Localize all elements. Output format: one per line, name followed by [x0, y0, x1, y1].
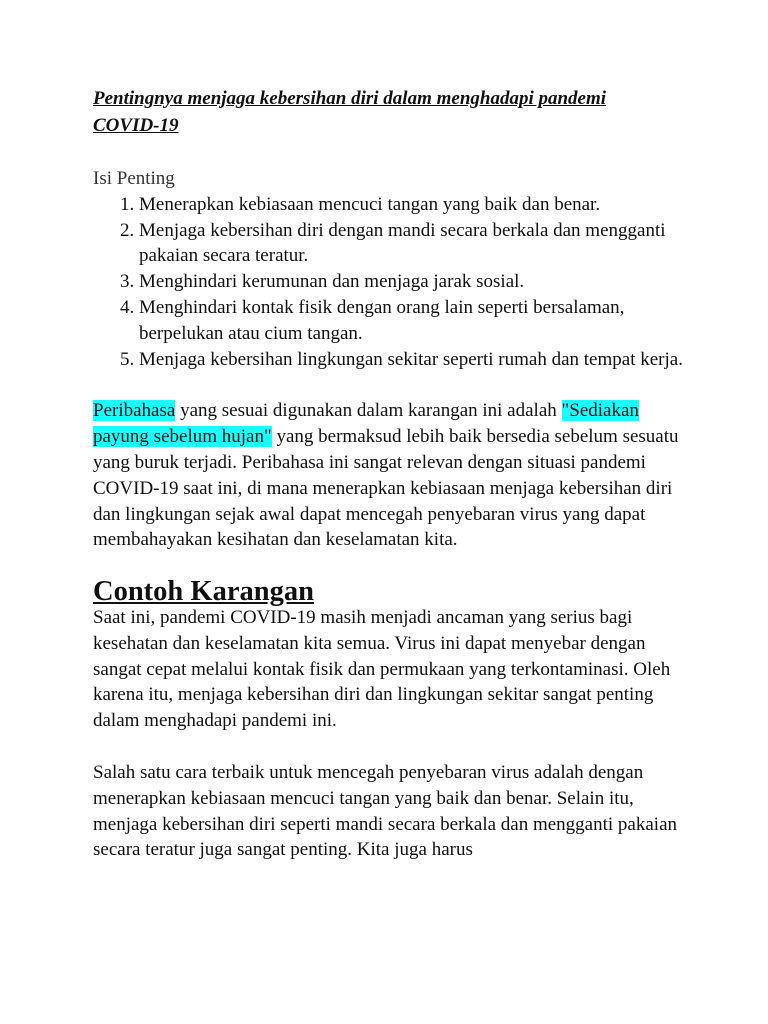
list-item: 5. Menjaga kebersihan lingkungan sekitar seperti rumah dan tempat kerja. [139, 347, 683, 373]
document-title [93, 85, 683, 139]
list-item: 3. Menghindari kerumunan dan menjaga jarak sosial. [139, 269, 683, 295]
document-page [93, 85, 683, 863]
important-points-label: Isi Penting [93, 168, 175, 189]
proverb-paragraph [93, 398, 683, 553]
example-paragraph-2: Salah satu cara terbaik untuk mencegah penyebaran virus adalah dengan menerapkan kebiasaan mencuci tangan yang baik dan benar. Selain itu, menjaga kebersihan diri seperti mandi secara berkala dan mengganti pakaian secara teratur juga sangat penting. Kita juga harus [93, 761, 677, 861]
document-title-line-2: COVID-19 [93, 115, 179, 136]
example-heading: Contoh Karangan [93, 576, 314, 608]
list-item: 1. Menerapkan kebiasaan mencuci tangan yang baik dan benar. [139, 192, 683, 218]
list-item: 2. Menjaga kebersihan diri dengan mandi secara berkala dan mengganti pakaian secara teratur. [139, 218, 683, 270]
highlighted-word: Peribahasa [93, 400, 176, 422]
proverb-text-b: yang bermaksud lebih baik bersedia sebelum sesuatu yang buruk terjadi. Peribahasa ini sangat relevan dengan situasi pandemi COVID-19 saat ini, di mana menerapkan kebiasaan menjaga kebersihan diri dan lingkungan sejak awal dapat mencegah penyebaran virus yang dapat membahayakan kesihatan dan keselamatan kita. [93, 426, 679, 551]
list-item: 4. Menghindari kontak fisik dengan orang lain seperti bersalaman, berpelukan atau cium tangan. [139, 295, 683, 347]
important-points-list [93, 192, 683, 373]
example-paragraph-1: Saat ini, pandemi COVID-19 masih menjadi ancaman yang serius bagi kesehatan dan keselamatan kita semua. Virus ini dapat menyebar dengan sangat cepat melalui kontak fisik dan permukaan yang terkontaminasi. Oleh karena itu, menjaga kebersihan diri dan lingkungan sekitar sangat penting dalam menghadapi pandemi ini. [93, 606, 671, 732]
proverb-text-a: yang sesuai digunakan dalam karangan ini adalah [175, 400, 562, 422]
document-title-line-1: Pentingnya menjaga kebersihan diri dalam menghadapi pandemi [93, 88, 607, 109]
highlighted-proverb: "Sediakan payung sebelum hujan" [93, 400, 639, 448]
